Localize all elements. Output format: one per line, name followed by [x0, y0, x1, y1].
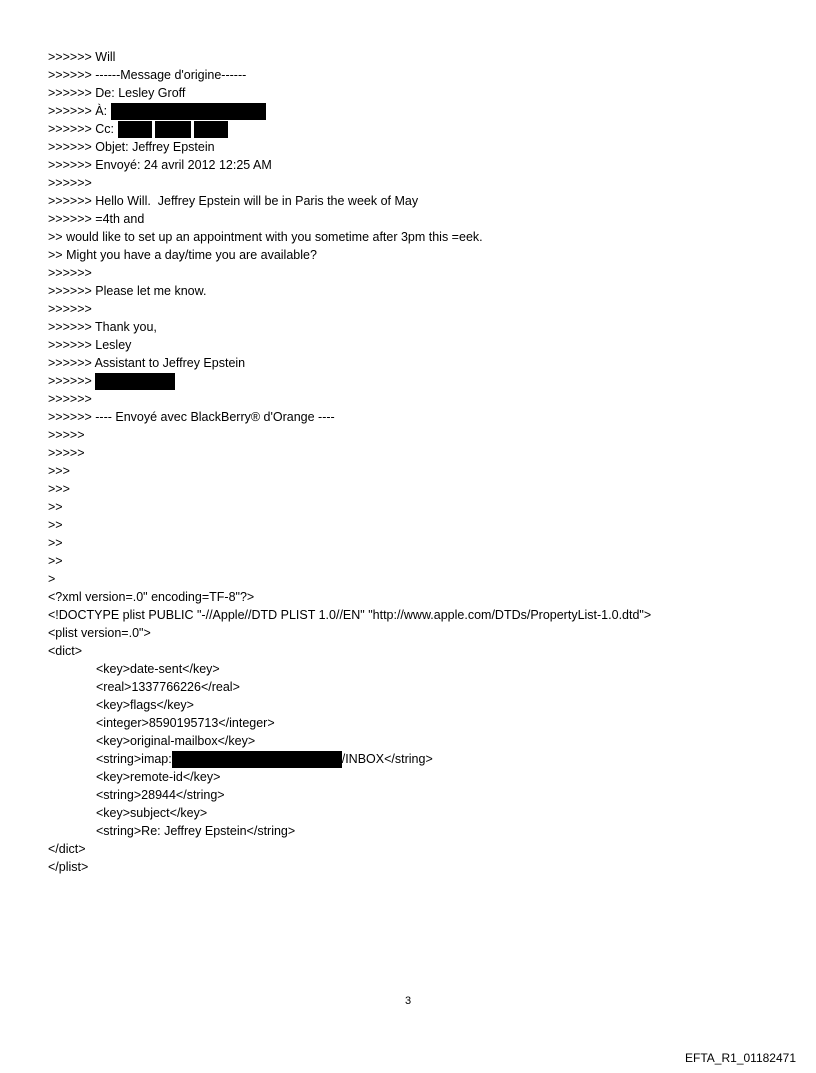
line-text-after-redaction: /INBOX</string>: [341, 752, 433, 766]
document-line: [48, 660, 788, 678]
document-line: [48, 156, 788, 174]
document-line: [48, 570, 788, 588]
document-line: [48, 336, 788, 354]
document-line: [48, 804, 788, 822]
line-text: >>>>>: [48, 428, 85, 442]
line-text: >>: [48, 518, 63, 532]
document-line: [48, 48, 788, 66]
line-text: <key>date-sent</key>: [96, 662, 220, 676]
line-text: </plist>: [48, 860, 89, 874]
line-text: >>>>>> Will: [48, 50, 116, 64]
document-line: [48, 84, 788, 102]
document-line: [48, 750, 788, 768]
document-line: [48, 354, 788, 372]
page-number: 3: [404, 995, 412, 1007]
document-line: [48, 444, 788, 462]
line-text: >>>>>> Cc:: [48, 122, 118, 136]
line-text: >>>>>: [48, 446, 85, 460]
document-line: [48, 642, 788, 660]
line-text: >>>>>> ------Message d'origine------: [48, 68, 247, 82]
document-line: [48, 300, 788, 318]
line-text: >>>>>> Objet: Jeffrey Epstein: [48, 140, 215, 154]
line-text: >>>>>> =4th and: [48, 212, 145, 226]
redaction-block: [194, 121, 228, 138]
line-text: <dict>: [48, 644, 83, 658]
document-line: [48, 264, 788, 282]
document-line: [48, 462, 788, 480]
line-text: >>>>>> Thank you,: [48, 320, 157, 334]
document-line: [48, 534, 788, 552]
line-text: >>>: [48, 464, 70, 478]
line-text: >: [48, 572, 56, 586]
document-line: [48, 120, 788, 138]
document-line: [48, 318, 788, 336]
document-line: [48, 858, 788, 876]
line-text: >>>>>>: [48, 374, 96, 388]
line-text: >>>>>>: [48, 176, 92, 190]
line-text: >>>: [48, 482, 70, 496]
redaction-block: [118, 121, 152, 138]
document-line: [48, 174, 788, 192]
document-line: [48, 138, 788, 156]
document-line: [48, 624, 788, 642]
line-text: >>>>>> Envoyé: 24 avril 2012 12:25 AM: [48, 158, 272, 172]
document-line: [48, 426, 788, 444]
document-line: [48, 372, 788, 390]
document-line: [48, 228, 788, 246]
document-line: [48, 822, 788, 840]
line-text: <string>Re: Jeffrey Epstein</string>: [96, 824, 296, 838]
document-line: [48, 480, 788, 498]
line-text: >>>>>> Hello Will. Jeffrey Epstein will be in Paris the week of May: [48, 194, 419, 208]
line-text: <string>28944</string>: [96, 788, 225, 802]
line-text: <?xml version=.0" encoding=TF-8"?>: [48, 590, 255, 604]
line-text: <integer>8590195713</integer>: [96, 716, 275, 730]
line-text: >> Might you have a day/time you are available?: [48, 248, 317, 262]
line-text: <plist version=.0">: [48, 626, 151, 640]
line-text: >>: [48, 554, 63, 568]
redaction-block: [95, 373, 175, 390]
line-text: >>>>>> ---- Envoyé avec BlackBerry® d'Orange ----: [48, 410, 335, 424]
document-line: [48, 516, 788, 534]
line-text: >>>>>> De: Lesley Groff: [48, 86, 186, 100]
document-line: [48, 66, 788, 84]
document-line: [48, 498, 788, 516]
line-text: <string>imap:: [96, 752, 172, 766]
document-line: [48, 840, 788, 858]
email-body: [48, 48, 788, 876]
document-line: [48, 588, 788, 606]
document-line: [48, 246, 788, 264]
document-line: [48, 714, 788, 732]
line-text: >>: [48, 536, 63, 550]
redaction-block: [111, 103, 266, 120]
line-text: >>>>>>: [48, 392, 92, 406]
document-line: [48, 102, 788, 120]
bates-number: EFTA_R1_01182471: [685, 1051, 796, 1065]
line-text: >>>>>>: [48, 302, 92, 316]
document-line: [48, 732, 788, 750]
line-text: >>>>>> Please let me know.: [48, 284, 207, 298]
document-line: [48, 192, 788, 210]
line-text: <!DOCTYPE plist PUBLIC "-//Apple//DTD PLIST 1.0//EN" "http://www.apple.com/DTDs/PropertyList-1.0.dtd">: [48, 608, 652, 622]
redaction-block: [172, 751, 342, 768]
document-line: [48, 210, 788, 228]
line-text: >>>>>>: [48, 266, 92, 280]
line-text: >>>>>> À:: [48, 104, 111, 118]
line-text: >>: [48, 500, 63, 514]
document-line: [48, 786, 788, 804]
line-text: </dict>: [48, 842, 86, 856]
line-text: <key>flags</key>: [96, 698, 194, 712]
document-line: [48, 552, 788, 570]
document-line: [48, 696, 788, 714]
document-line: [48, 678, 788, 696]
redaction-block: [155, 121, 191, 138]
document-line: [48, 282, 788, 300]
line-text: <real>1337766226</real>: [96, 680, 240, 694]
line-text: <key>subject</key>: [96, 806, 208, 820]
line-text: >> would like to set up an appointment with you sometime after 3pm this =eek.: [48, 230, 483, 244]
document-line: [48, 408, 788, 426]
document-line: [48, 606, 788, 624]
line-text: >>>>>> Lesley: [48, 338, 132, 352]
document-line: [48, 768, 788, 786]
line-text: <key>remote-id</key>: [96, 770, 221, 784]
document-line: [48, 390, 788, 408]
line-text: <key>original-mailbox</key>: [96, 734, 256, 748]
line-text: >>>>>> Assistant to Jeffrey Epstein: [48, 356, 246, 370]
